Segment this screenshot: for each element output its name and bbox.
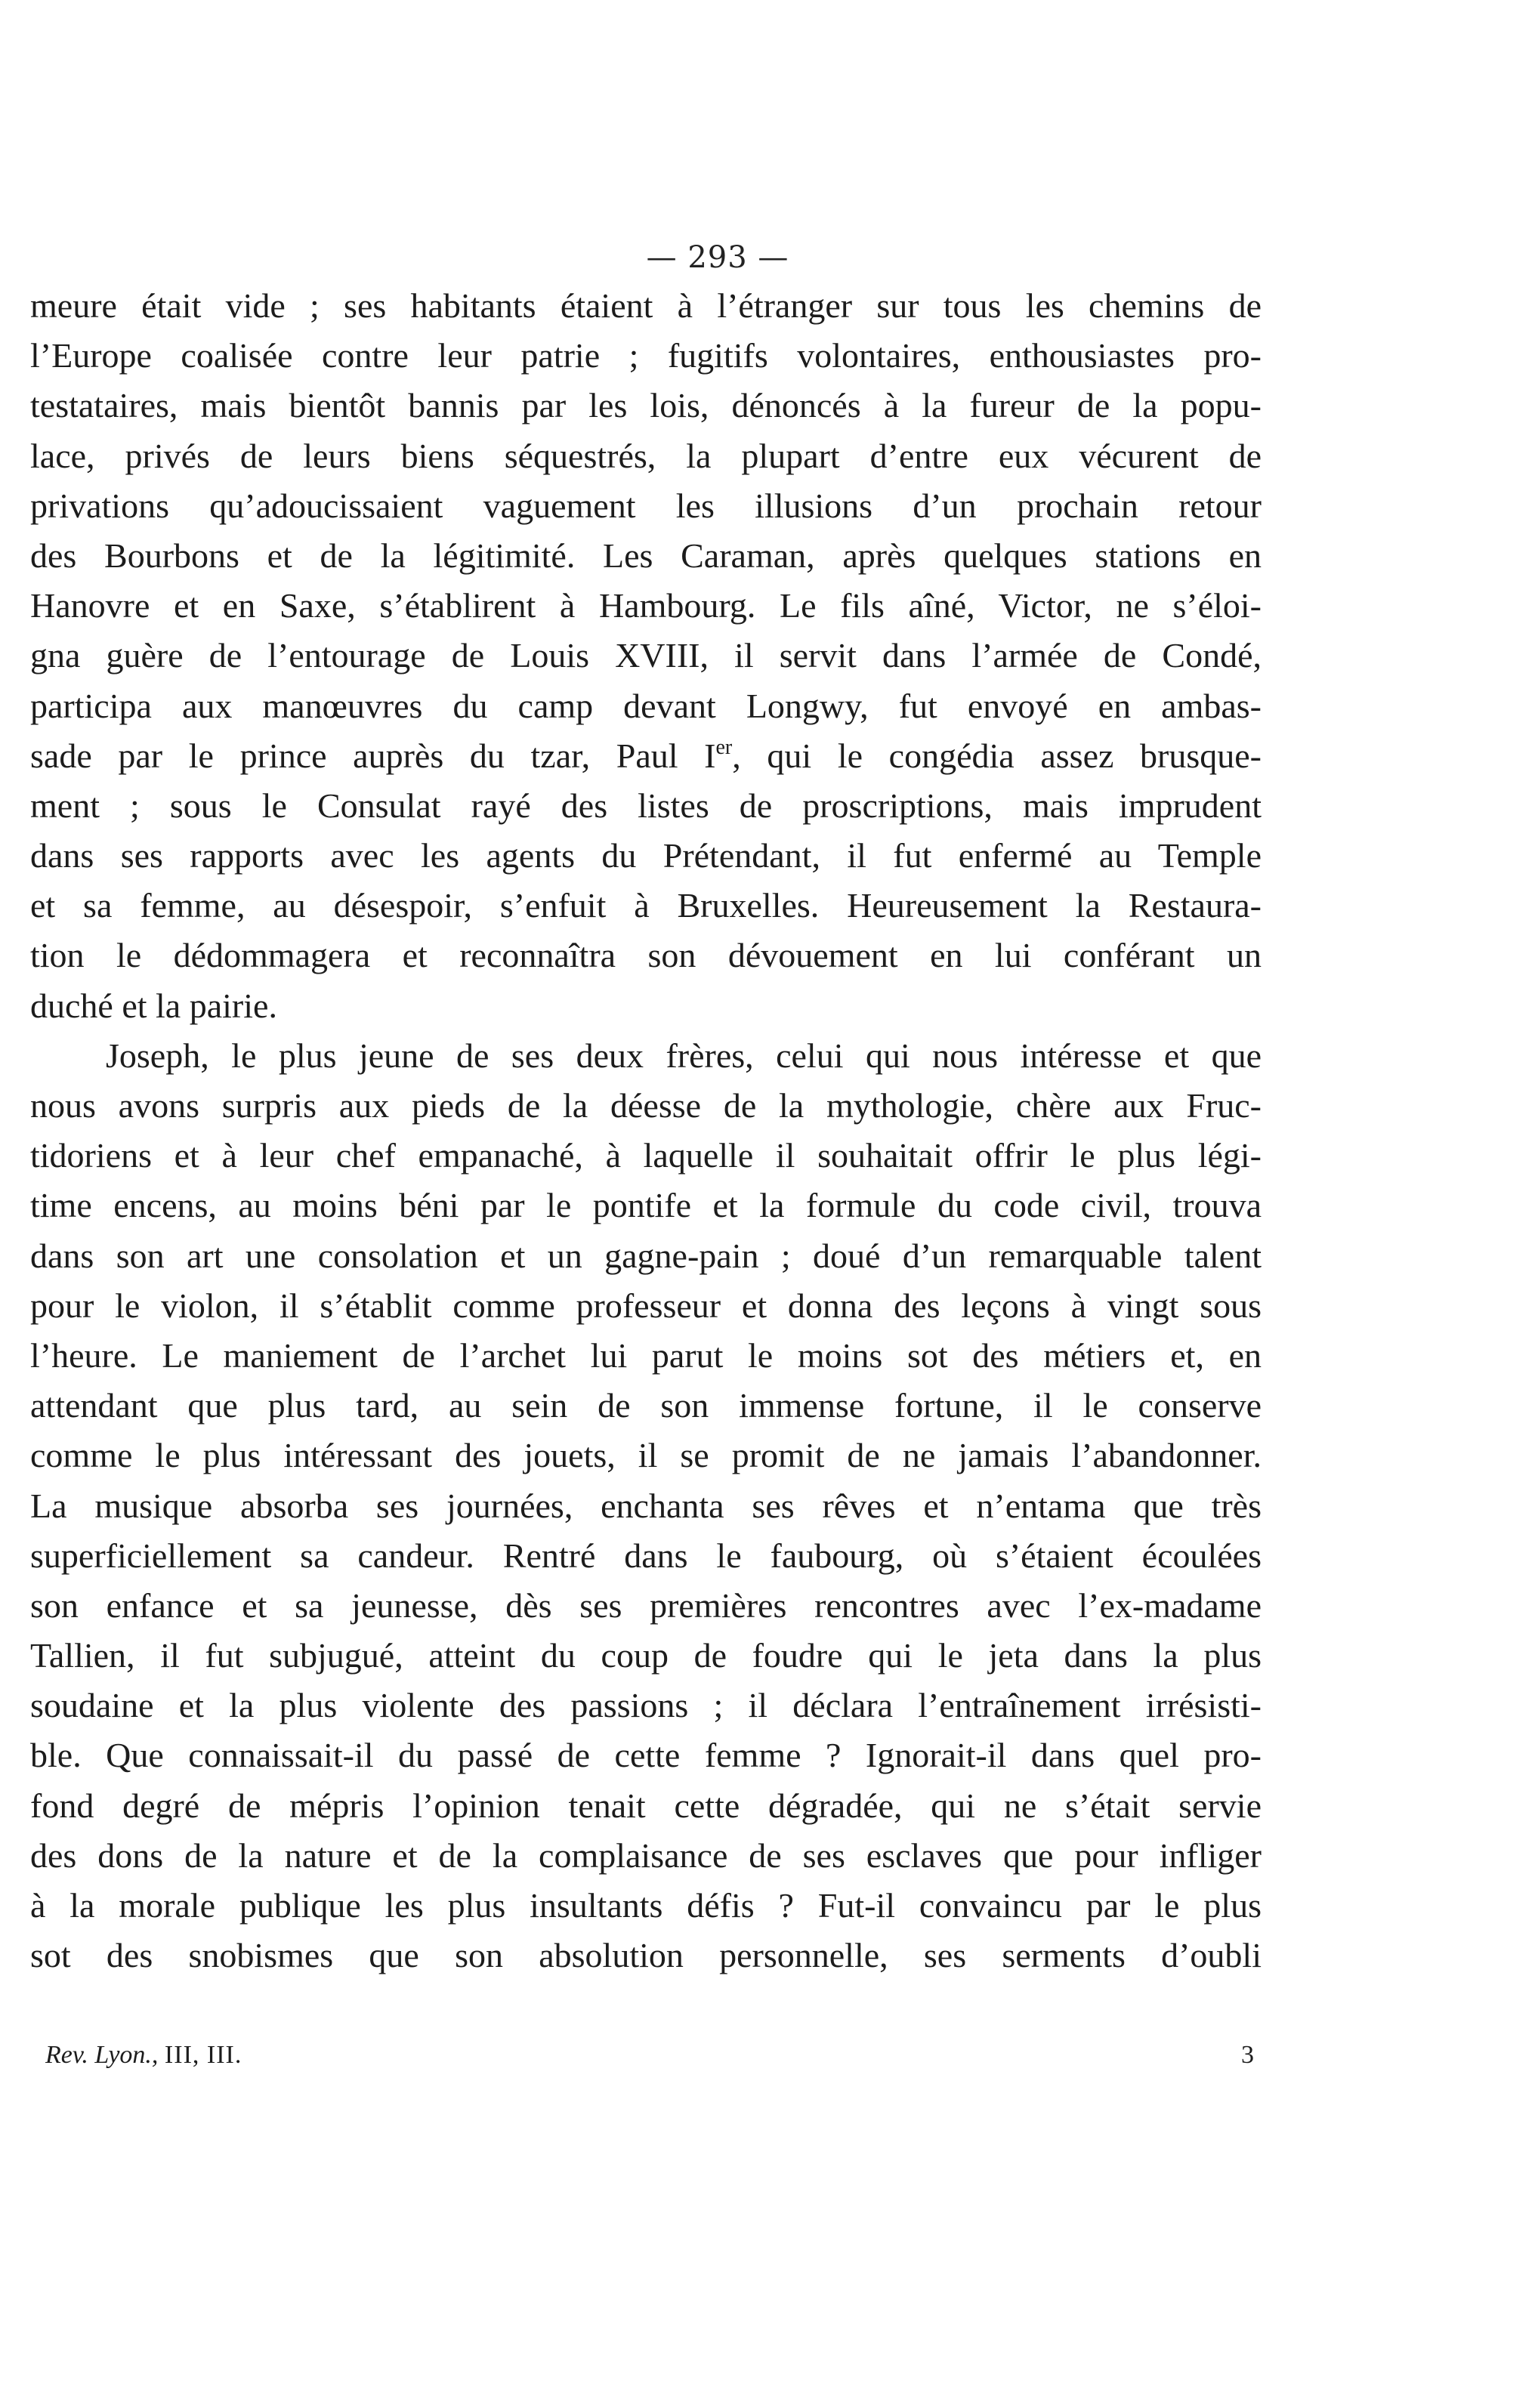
text-line: des dons de la nature et de la complaisance de ses esclaves que pour infliger [30, 1835, 1262, 1875]
text-line: des Bourbons et de la légitimité. Les Caraman, après quelques stations en [30, 536, 1262, 575]
text-line: testataires, mais bientôt bannis par les lois, dénoncés à la fureur de la popu- [30, 386, 1262, 425]
superscript-er: er [715, 735, 733, 759]
text-line-with-superscript [30, 731, 1262, 781]
text-line: l’Europe coalisée contre leur patrie ; fugitifs volontaires, enthousiastes pro- [30, 336, 1262, 375]
signature-mark: 3 [1241, 2041, 1254, 2069]
text-line: à la morale publique les plus insultants défis ? Fut-il convaincu par le plus [30, 1886, 1262, 1925]
text-line: nous avons surpris aux pieds de la déesse de la mythologie, chère aux Fruc- [30, 1086, 1262, 1125]
text-fragment: sade par le prince auprès du tzar, Paul I [30, 736, 716, 775]
text-line: Tallien, il fut subjugué, atteint du coup de foudre qui le jeta dans la plus [30, 1636, 1262, 1675]
body-text [30, 281, 1262, 1980]
text-line: meure était vide ; ses habitants étaient à l’étranger sur tous les chemins de [30, 286, 1262, 325]
page-number: — 293 — [646, 240, 789, 275]
page-footer [45, 2041, 1254, 2079]
text-line: gna guère de l’entourage de Louis XVIII, il servit dans l’armée de Condé, [30, 636, 1262, 675]
text-line: ment ; sous le Consulat rayé des listes de proscriptions, mais imprudent [30, 786, 1262, 825]
text-line: ble. Que connaissait-il du passé de cette femme ? Ignorait-il dans quel pro- [30, 1736, 1262, 1775]
journal-reference [45, 2041, 242, 2070]
text-line: attendant que plus tard, au sein de son immense fortune, il le conserve [30, 1386, 1262, 1425]
text-line: participa aux manœuvres du camp devant Longwy, fut envoyé en ambas- [30, 686, 1262, 725]
text-line: Hanovre et en Saxe, s’établirent à Hambourg. Le fils aîné, Victor, ne s’éloi- [30, 586, 1262, 625]
text-line: La musique absorba ses journées, enchanta ses rêves et n’entama que très [30, 1486, 1262, 1525]
text-line: pour le violon, il s’établit comme professeur et donna des leçons à vingt sous [30, 1286, 1262, 1325]
text-line: dans son art une consolation et un gagne-pain ; doué d’un remarquable talent [30, 1236, 1262, 1275]
text-line: tion le dédommagera et reconnaîtra son dévouement en lui conférant un [30, 936, 1262, 975]
text-line: tidoriens et à leur chef empanaché, à laquelle il souhaitait offrir le plus légi- [30, 1136, 1262, 1175]
text-line: soudaine et la plus violente des passions ; il déclara l’entraînement irrésisti- [30, 1686, 1262, 1725]
journal-volume: III, III. [164, 2041, 242, 2069]
text-line: et sa femme, au désespoir, s’enfuit à Bruxelles. Heureusement la Restaura- [30, 886, 1262, 925]
text-fragment: , qui le congédia assez brusque- [732, 736, 1262, 775]
paragraph-first-line: Joseph, le plus jeune de ses deux frères, celui qui nous intéresse et que [106, 1036, 1262, 1075]
text-line: comme le plus intéressant des jouets, il se promit de ne jamais l’abandonner. [30, 1436, 1262, 1475]
text-line: superficiellement sa candeur. Rentré dans le faubourg, où s’étaient écoulées [30, 1536, 1262, 1575]
text-line: time encens, au moins béni par le pontife et la formule du code civil, trouva [30, 1186, 1262, 1225]
text-line: lace, privés de leurs biens séquestrés, la plupart d’entre eux vécurent de [30, 436, 1262, 475]
text-line: dans ses rapports avec les agents du Prétendant, il fut enfermé au Temple [30, 836, 1262, 875]
journal-title: Rev. Lyon., [45, 2041, 159, 2069]
text-line: son enfance et sa jeunesse, dès ses premières rencontres avec l’ex-madame [30, 1585, 1262, 1625]
text-line: sot des snobismes que son absolution personnelle, ses serments d’oubli [30, 1936, 1262, 1975]
text-line: duché et la pairie. [30, 986, 277, 1025]
text-line: privations qu’adoucissaient vaguement les illusions d’un prochain retour [30, 486, 1262, 525]
text-line: fond degré de mépris l’opinion tenait cette dégradée, qui ne s’était servie [30, 1786, 1262, 1825]
text-line: l’heure. Le maniement de l’archet lui parut le moins sot des métiers et, en [30, 1335, 1262, 1375]
